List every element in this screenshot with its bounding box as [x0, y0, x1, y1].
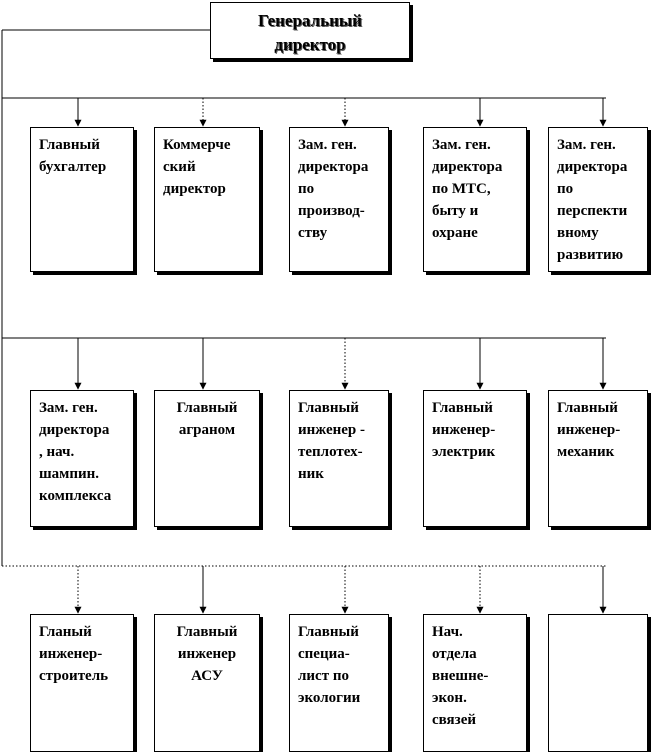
org-box-label: Гланый инженер- строитель — [39, 624, 109, 684]
org-box-row-2-col-3 — [289, 390, 389, 527]
org-box-label: Главный аграном — [176, 400, 238, 438]
org-box-label: Коммерче ский директор — [163, 137, 231, 197]
org-box-row-2-col-1 — [30, 390, 134, 527]
org-box-label: Зам. ген. директора по перспекти вному развитию — [557, 137, 628, 263]
org-box-row-1-col-3 — [289, 127, 389, 272]
root-label: Генеральный директор — [258, 11, 362, 54]
org-box-row-1-col-2 — [154, 127, 260, 272]
org-box-label: Главный инженер - теплотех- ник — [298, 400, 366, 482]
org-box-label: Зам. ген. директора , нач. шампин. комплекса — [39, 400, 112, 504]
org-box-row-2-col-5 — [548, 390, 648, 527]
org-box-row-3-col-4 — [423, 614, 527, 752]
org-box-row-1-col-1 — [30, 127, 134, 272]
org-box-row-3-col-5 — [548, 614, 648, 752]
org-box-label: Главный инженер- электрик — [432, 400, 496, 460]
org-box-row-3-col-1 — [30, 614, 134, 752]
org-box-label: Зам. ген. директора по МТС, быту и охране — [432, 137, 503, 241]
org-box-row-1-col-5 — [548, 127, 648, 272]
org-box-row-3-col-2 — [154, 614, 260, 752]
org-box-label: Главный инженер- механик — [557, 400, 621, 460]
org-box-label: Главный инженер АСУ — [176, 624, 238, 684]
root-box-general-director — [210, 2, 410, 59]
org-box-row-2-col-2 — [154, 390, 260, 527]
org-box-label: Главный специа- лист по экологии — [298, 624, 361, 706]
org-box-label: Главный бухгалтер — [39, 137, 107, 175]
org-box-label: Зам. ген. директора по производ- ству — [298, 137, 369, 241]
org-box-row-2-col-4 — [423, 390, 527, 527]
org-box-row-1-col-4 — [423, 127, 527, 272]
org-box-label: Нач. отдела внешне- экон. связей — [432, 624, 489, 728]
org-box-row-3-col-3 — [289, 614, 389, 752]
